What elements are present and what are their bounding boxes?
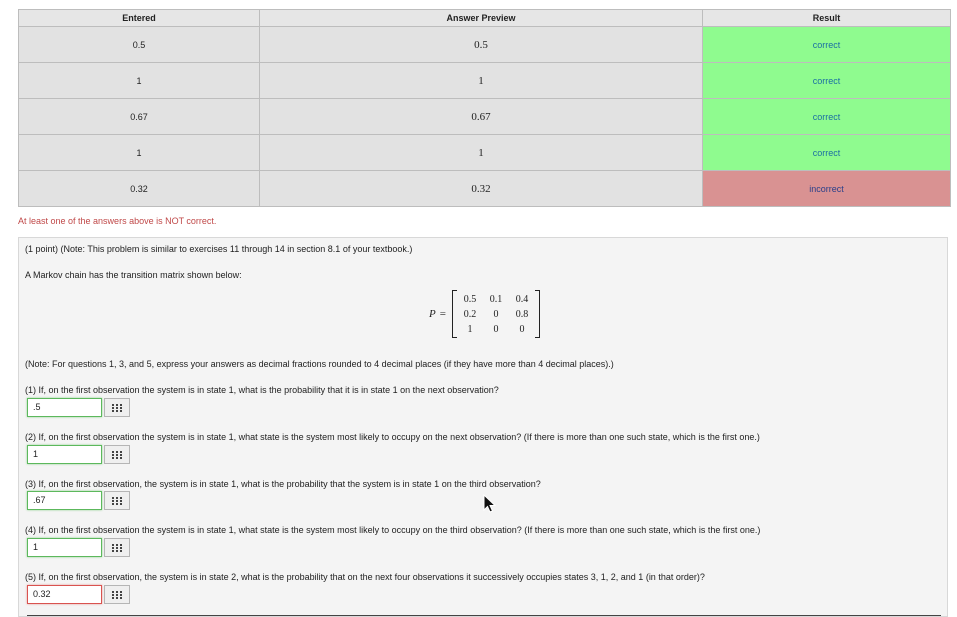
equation-editor-button[interactable] <box>104 491 130 510</box>
equation-editor-button[interactable] <box>104 538 130 557</box>
question-1-text: (1) If, on the first observation the system is in state 1, what is the probability that it is in state 1 on the next observation? <box>25 385 499 395</box>
entered-cell: 1 <box>19 63 260 99</box>
answer-2-input[interactable]: 1 <box>27 445 102 464</box>
preview-cell: 0.32 <box>260 171 703 207</box>
answer-4-input[interactable]: 1 <box>27 538 102 557</box>
result-row <box>19 63 951 99</box>
matrix-entries <box>457 292 535 337</box>
question-5-text: (5) If, on the first observation, the system is in state 2, what is the probability that on the next four observations it successively occupies states 3, 1, 2, and 1 (in that order)? <box>25 572 705 582</box>
answer-1-input[interactable]: .5 <box>27 398 102 417</box>
transition-matrix <box>429 290 540 338</box>
equation-editor-button[interactable] <box>104 398 130 417</box>
grid-icon <box>112 544 122 552</box>
entered-cell: 0.32 <box>19 171 260 207</box>
right-bracket <box>535 290 540 338</box>
grid-icon <box>112 451 122 459</box>
decimal-note: (Note: For questions 1, 3, and 5, express your answers as decimal fractions rounded to 4 decimal places (if they have more than 4 decimal places).) <box>25 359 614 369</box>
matrix-cell: 0.8 <box>515 308 529 320</box>
entered-cell: 1 <box>19 135 260 171</box>
result-cell: correct <box>703 27 951 63</box>
result-cell: incorrect <box>703 171 951 207</box>
panel-divider <box>27 608 941 616</box>
answer-4-group <box>27 538 130 557</box>
answer-5-input[interactable]: 0.32 <box>27 585 102 604</box>
preview-cell: 1 <box>260 63 703 99</box>
matrix-cell: 0.1 <box>489 293 503 305</box>
matrix-cell: 0.4 <box>515 293 529 305</box>
results-header-row <box>19 10 951 27</box>
matrix-cell: 0 <box>493 308 499 320</box>
result-row <box>19 99 951 135</box>
matrix-symbol: P <box>429 308 436 320</box>
answer-5-group <box>27 585 130 604</box>
matrix-cell: 0.2 <box>463 308 477 320</box>
result-cell: correct <box>703 99 951 135</box>
preview-cell: 0.5 <box>260 27 703 63</box>
entered-cell: 0.5 <box>19 27 260 63</box>
results-table <box>18 9 951 207</box>
question-2-text: (2) If, on the first observation the system is in state 1, what state is the system most likely to occupy on the next observation? (If there is more than one such state, which is the first one.) <box>25 432 760 442</box>
result-row <box>19 171 951 207</box>
entered-cell: 0.67 <box>19 99 260 135</box>
problem-intro: A Markov chain has the transition matrix shown below: <box>25 270 242 280</box>
matrix-cell: 0.5 <box>463 293 477 305</box>
problem-panel <box>18 237 948 617</box>
header-entered: Entered <box>19 10 260 27</box>
result-row <box>19 27 951 63</box>
matrix-cell: 0 <box>493 323 499 335</box>
problem-header: (1 point) (Note: This problem is similar to exercises 11 through 14 in section 8.1 of your textbook.) <box>25 244 413 254</box>
header-answer-preview: Answer Preview <box>260 10 703 27</box>
mouse-pointer-icon <box>483 494 497 514</box>
question-4-text: (4) If, on the first observation the system is in state 1, what state is the system most likely to occupy on the third observation? (If there is more than one such state, which is the first one.) <box>25 525 761 535</box>
preview-cell: 0.67 <box>260 99 703 135</box>
grid-icon <box>112 404 122 412</box>
equation-editor-button[interactable] <box>104 585 130 604</box>
grid-icon <box>112 591 122 599</box>
answer-3-group <box>27 491 130 510</box>
answer-1-group <box>27 398 130 417</box>
result-cell: correct <box>703 63 951 99</box>
question-3-text: (3) If, on the first observation, the system is in state 1, what is the probability that the system is in state 1 on the third observation? <box>25 479 541 489</box>
preview-cell: 1 <box>260 135 703 171</box>
matrix-equals: = <box>439 308 446 320</box>
result-row <box>19 135 951 171</box>
not-correct-warning: At least one of the answers above is NOT correct. <box>18 216 217 226</box>
equation-editor-button[interactable] <box>104 445 130 464</box>
grid-icon <box>112 497 122 505</box>
matrix-cell: 1 <box>467 323 473 335</box>
answer-2-group <box>27 445 130 464</box>
header-result: Result <box>703 10 951 27</box>
answer-3-input[interactable]: .67 <box>27 491 102 510</box>
result-cell: correct <box>703 135 951 171</box>
matrix-cell: 0 <box>519 323 525 335</box>
